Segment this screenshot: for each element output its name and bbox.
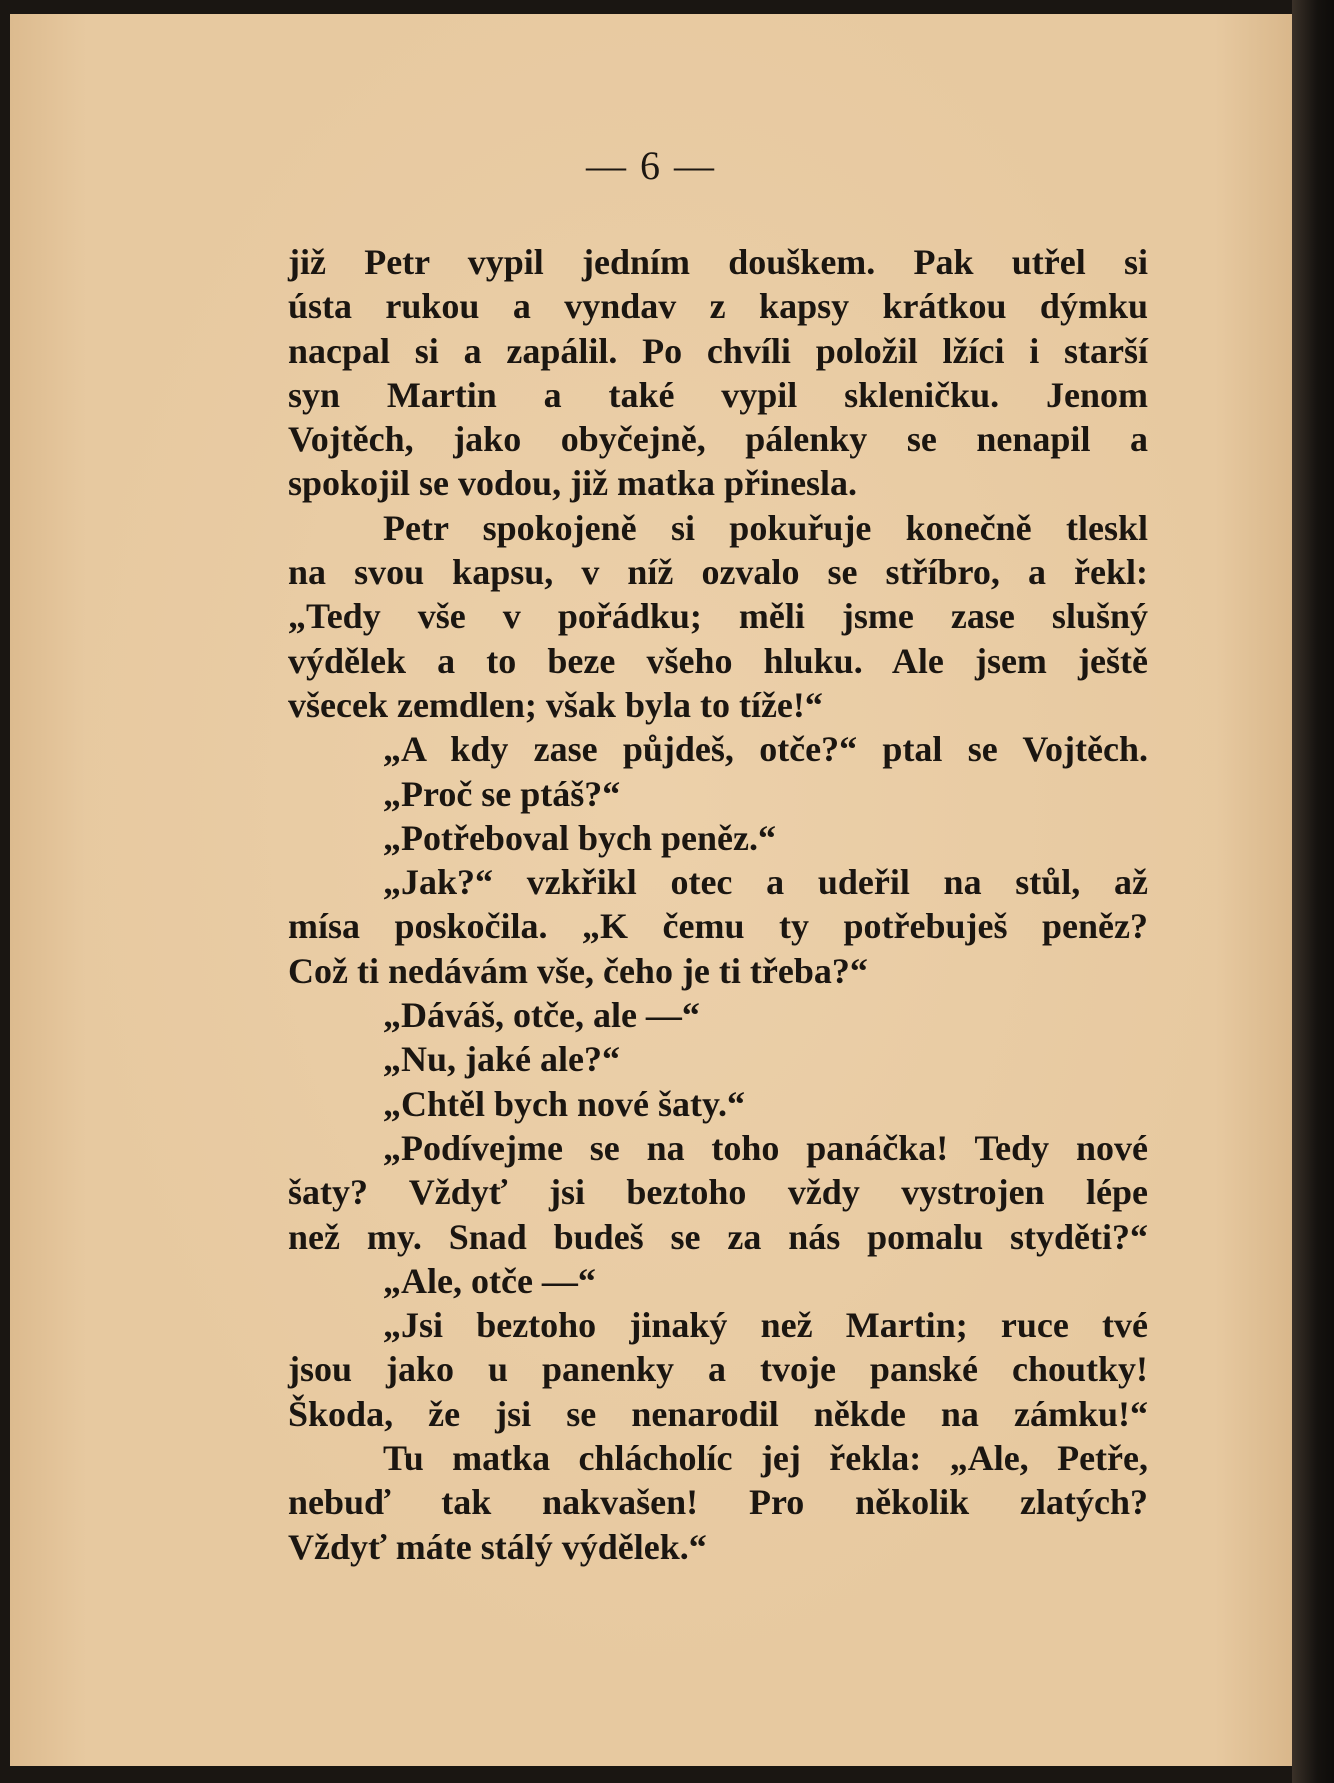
page-number: — 6 — bbox=[586, 143, 716, 188]
text-line: již Petr vypil jedním douškem. Pak utřel si bbox=[288, 242, 1148, 282]
text-line: nebuď tak nakvašen! Pro několik zlatých? bbox=[288, 1482, 1148, 1523]
text-line: „Jsi beztoho jinaký než Martin; ruce tvé bbox=[383, 1305, 1148, 1346]
text-line: „Chtěl bych nové šaty.“ bbox=[383, 1083, 746, 1124]
text-line: Petr spokojeně si pokuřuje konečně tleskl bbox=[383, 507, 1148, 548]
book-spine-shadow bbox=[1292, 0, 1334, 1783]
text-line: „Jak?“ vzkřikl otec a udeřil na stůl, až bbox=[383, 862, 1148, 903]
text-line: „Ale, otče —“ bbox=[383, 1260, 596, 1301]
text-line: než my. Snad budeš se za nás pomalu styděti?“ bbox=[288, 1216, 1148, 1257]
text-line: „Podívejme se na toho panáčka! Tedy nové bbox=[383, 1127, 1148, 1168]
text-line: „Tedy vše v pořádku; měli jsme zase slušný bbox=[288, 596, 1148, 637]
text-line: „Potřeboval bych peněz.“ bbox=[383, 817, 776, 858]
text-line: na svou kapsu, v níž ozvalo se stříbro, a řekl: bbox=[288, 552, 1148, 593]
text-line: „Proč se ptáš?“ bbox=[383, 773, 621, 814]
text-line: „A kdy zase půjdeš, otče?“ ptal se Vojtěch. bbox=[383, 729, 1148, 770]
text-line: Vždyť máte stálý výdělek.“ bbox=[288, 1526, 707, 1567]
text-line: všecek zemdlen; však byla to tíže!“ bbox=[288, 684, 823, 725]
text-line: Vojtěch, jako obyčejně, pálenky se nenapil a bbox=[288, 419, 1148, 460]
text-line: mísa poskočila. „K čemu ty potřebuješ peněz? bbox=[288, 906, 1148, 947]
paper-page bbox=[10, 14, 1292, 1766]
text-line: ústa rukou a vyndav z kapsy krátkou dýmku bbox=[288, 286, 1148, 327]
text-line: „Nu, jaké ale?“ bbox=[383, 1039, 620, 1080]
text-line: jsou jako u panenky a tvoje panské choutky! bbox=[288, 1349, 1148, 1390]
text-line: nacpal si a zapálil. Po chvíli položil lžíci i starší bbox=[288, 330, 1148, 371]
text-line: syn Martin a také vypil skleničku. Jenom bbox=[288, 374, 1148, 415]
text-line: výdělek a to beze všeho hluku. Ale jsem ještě bbox=[288, 640, 1148, 681]
text-line: Škoda, že jsi se nenarodil někde na zámku!“ bbox=[288, 1393, 1148, 1434]
text-line: spokojil se vodou, již matka přinesla. bbox=[288, 463, 858, 504]
text-line: Tu matka chlácholíc jej řekla: „Ale, Petře, bbox=[383, 1438, 1148, 1479]
body-text bbox=[288, 240, 1148, 1569]
text-line: Což ti nedávám vše, čeho je ti třeba?“ bbox=[288, 950, 868, 991]
text-line: šaty? Vždyť jsi beztoho vždy vystrojen lépe bbox=[288, 1172, 1148, 1213]
text-line: „Dáváš, otče, ale —“ bbox=[383, 995, 700, 1036]
